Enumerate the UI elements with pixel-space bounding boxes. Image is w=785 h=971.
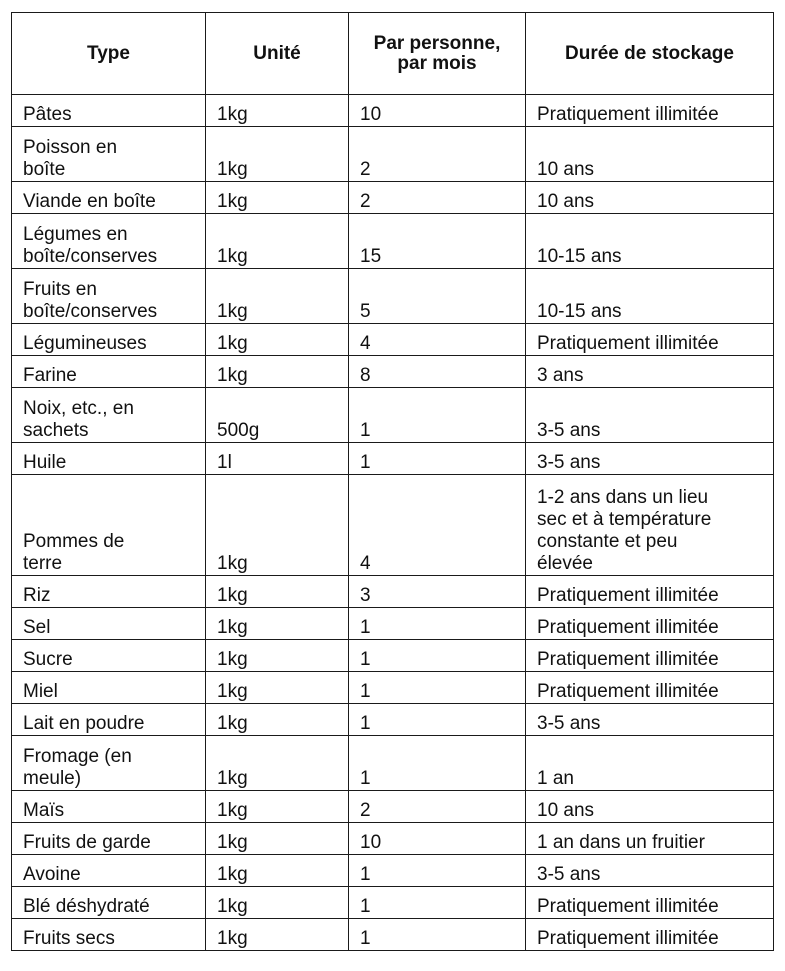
table-row [12,736,774,791]
cell-type: Miel [12,672,206,704]
cell-duration: Pratiquement illimitée [526,672,774,704]
table-row [12,919,774,951]
table-row [12,791,774,823]
cell-duration: 3 ans [526,356,774,388]
cell-quantity: 1 [349,704,526,736]
cell-unit: 1kg [206,576,349,608]
table-row [12,855,774,887]
cell-unit: 1kg [206,324,349,356]
cell-unit: 500g [206,388,349,443]
cell-type: Légumineuses [12,324,206,356]
cell-unit: 1kg [206,182,349,214]
table-body [12,95,774,951]
cell-duration: Pratiquement illimitée [526,324,774,356]
header-unit: Unité [206,13,349,95]
cell-type: Noix, etc., en sachets [12,388,206,443]
cell-quantity: 15 [349,214,526,269]
cell-quantity: 1 [349,855,526,887]
cell-duration: 10 ans [526,127,774,182]
cell-quantity: 1 [349,887,526,919]
cell-type: Sucre [12,640,206,672]
table-row [12,214,774,269]
cell-type: Lait en poudre [12,704,206,736]
table-row [12,576,774,608]
table-row [12,704,774,736]
table-row [12,608,774,640]
cell-duration: 10-15 ans [526,214,774,269]
cell-type: Pâtes [12,95,206,127]
table-row [12,475,774,576]
header-storage-duration: Durée de stockage [526,13,774,95]
cell-duration: 3-5 ans [526,388,774,443]
cell-duration: 1 an dans un fruitier [526,823,774,855]
cell-type: Fruits secs [12,919,206,951]
table-row [12,182,774,214]
cell-duration: Pratiquement illimitée [526,640,774,672]
cell-quantity: 1 [349,608,526,640]
cell-unit: 1kg [206,95,349,127]
cell-unit: 1kg [206,356,349,388]
cell-type: Fruits en boîte/conserves [12,269,206,324]
cell-quantity: 1 [349,919,526,951]
cell-type: Huile [12,443,206,475]
cell-unit: 1kg [206,672,349,704]
header-type: Type [12,13,206,95]
cell-unit: 1kg [206,127,349,182]
cell-quantity: 10 [349,823,526,855]
cell-quantity: 4 [349,324,526,356]
cell-quantity: 4 [349,475,526,576]
cell-quantity: 3 [349,576,526,608]
cell-duration: 10-15 ans [526,269,774,324]
cell-unit: 1kg [206,704,349,736]
cell-duration: Pratiquement illimitée [526,95,774,127]
cell-duration: Pratiquement illimitée [526,608,774,640]
cell-duration: Pratiquement illimitée [526,919,774,951]
cell-unit: 1kg [206,791,349,823]
cell-quantity: 1 [349,388,526,443]
cell-quantity: 2 [349,791,526,823]
table-row [12,356,774,388]
cell-unit: 1kg [206,736,349,791]
cell-unit: 1kg [206,919,349,951]
cell-unit: 1kg [206,855,349,887]
cell-quantity: 1 [349,443,526,475]
cell-unit: 1l [206,443,349,475]
cell-duration: Pratiquement illimitée [526,576,774,608]
cell-duration: 3-5 ans [526,443,774,475]
cell-type: Légumes en boîte/conserves [12,214,206,269]
table-row [12,127,774,182]
header-per-person-per-month: Par personne, par mois [349,13,526,95]
cell-type: Fromage (en meule) [12,736,206,791]
cell-duration: 3-5 ans [526,855,774,887]
cell-duration: 10 ans [526,791,774,823]
cell-type: Viande en boîte [12,182,206,214]
table-row [12,887,774,919]
cell-duration: 10 ans [526,182,774,214]
table-header-row [12,13,774,95]
table-row [12,388,774,443]
cell-quantity: 1 [349,672,526,704]
table-row [12,269,774,324]
cell-quantity: 5 [349,269,526,324]
cell-quantity: 1 [349,736,526,791]
table-row [12,95,774,127]
cell-duration: 1-2 ans dans un lieu sec et à température constante et peu élevée [526,475,774,576]
cell-quantity: 8 [349,356,526,388]
table-row [12,823,774,855]
storage-table [11,12,774,951]
cell-duration: 1 an [526,736,774,791]
cell-unit: 1kg [206,214,349,269]
cell-quantity: 2 [349,127,526,182]
cell-duration: 3-5 ans [526,704,774,736]
cell-type: Poisson en boîte [12,127,206,182]
table-row [12,640,774,672]
cell-quantity: 2 [349,182,526,214]
cell-type: Fruits de garde [12,823,206,855]
cell-duration: Pratiquement illimitée [526,887,774,919]
cell-type: Farine [12,356,206,388]
cell-type: Avoine [12,855,206,887]
table-row [12,324,774,356]
cell-unit: 1kg [206,640,349,672]
cell-unit: 1kg [206,475,349,576]
table-row [12,672,774,704]
cell-quantity: 1 [349,640,526,672]
cell-type: Riz [12,576,206,608]
cell-type: Blé déshydraté [12,887,206,919]
table-row [12,443,774,475]
cell-type: Pommes de terre [12,475,206,576]
cell-quantity: 10 [349,95,526,127]
cell-unit: 1kg [206,823,349,855]
cell-unit: 1kg [206,887,349,919]
cell-unit: 1kg [206,608,349,640]
cell-type: Sel [12,608,206,640]
cell-unit: 1kg [206,269,349,324]
cell-type: Maïs [12,791,206,823]
